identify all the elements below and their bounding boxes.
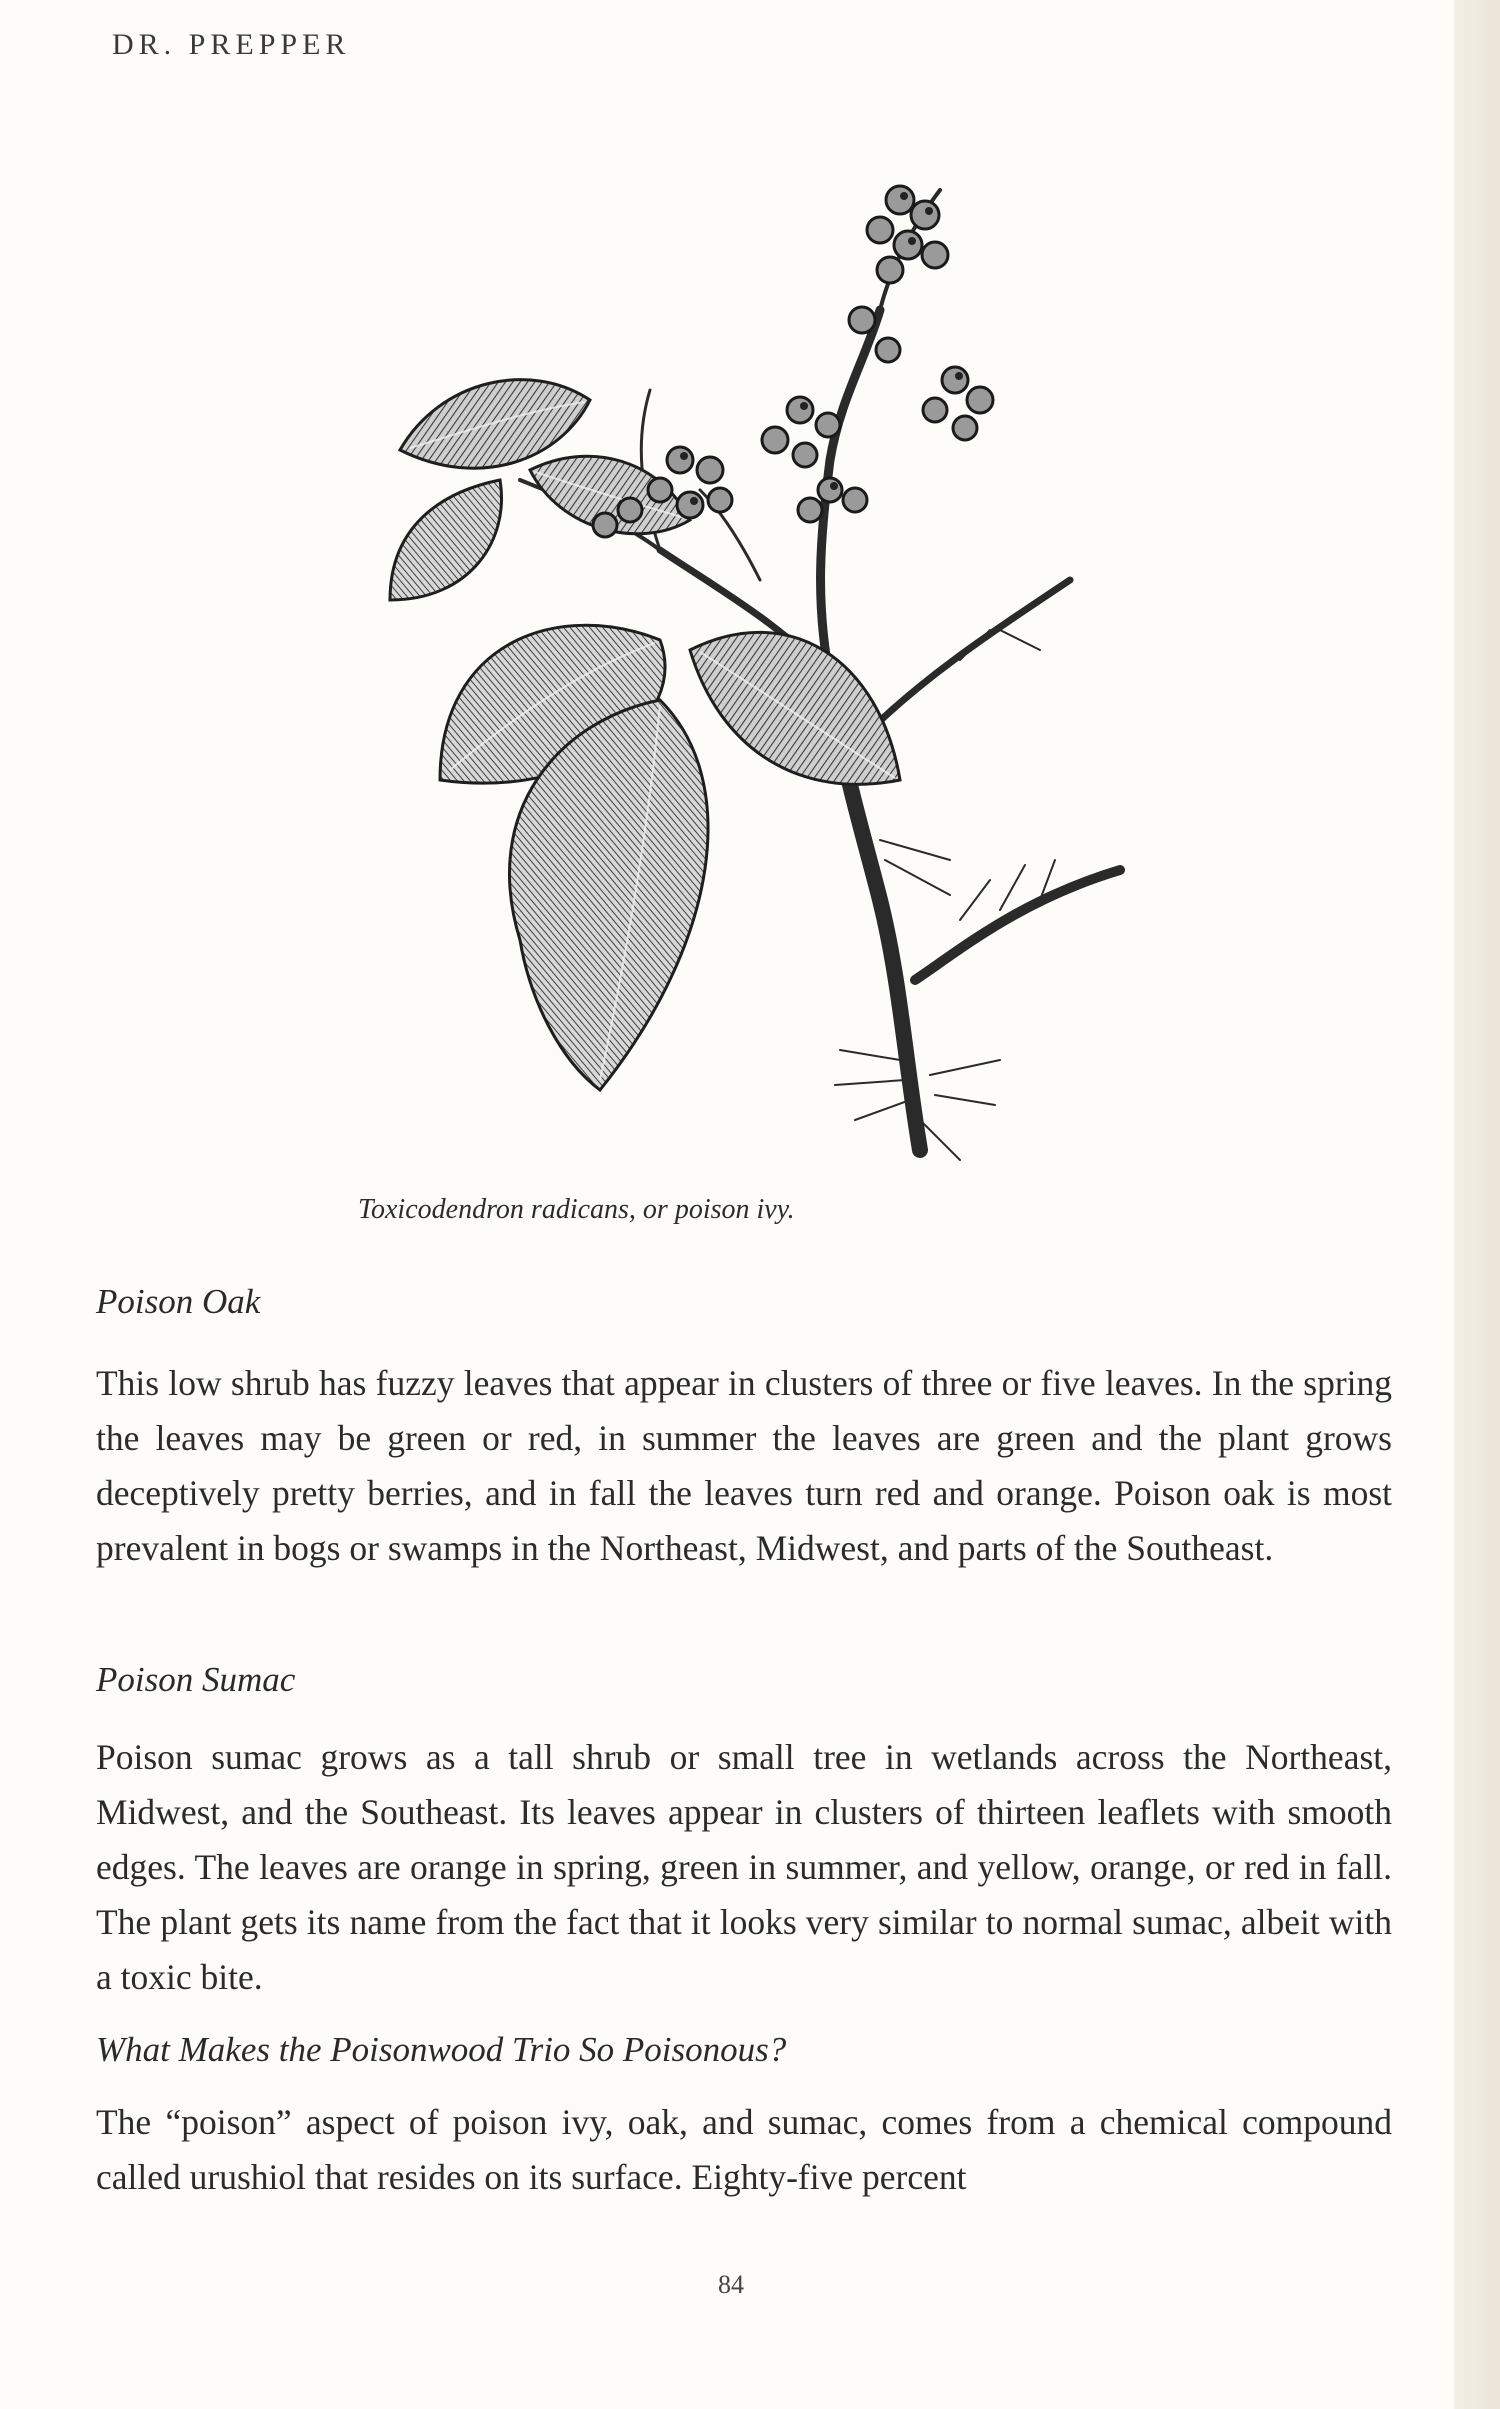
running-head: DR. PREPPER	[112, 28, 351, 61]
page-edge-shadow	[1454, 0, 1500, 2409]
section-body-poison-oak: This low shrub has fuzzy leaves that appear in clusters of three or five leaves. In the spring the leaves may be green or red, in summer the leaves are green and the plant grows deceptively pretty berries, and in fall the leaves turn red and orange. Poison oak is most prevalent in bogs or swamps in the Northeast, Midwest, and parts of the Southeast.	[96, 1363, 1392, 1568]
section-heading-poison-oak: Poison Oak	[96, 1282, 261, 1321]
section-heading-poisonwood-trio: What Makes the Poisonwood Trio So Poisonous?	[96, 2030, 787, 2069]
page-number: 84	[718, 2270, 744, 2299]
section-body-poisonwood-trio: The “poison” aspect of poison ivy, oak, and sumac, comes from a chemical compound called urushiol that resides on its surface. Eighty-five percent	[96, 2102, 1392, 2197]
poison-ivy-illustration	[360, 160, 1160, 1210]
figure-caption: Toxicodendron radicans, or poison ivy.	[358, 1194, 795, 1225]
section-body-poison-sumac: Poison sumac grows as a tall shrub or small tree in wetlands across the Northeast, Midwest, and the Southeast. Its leaves appear in clusters of thirteen leaflets with smooth edges. The leaves are orange in spring, green in summer, and yellow, orange, or red in fall. The plant gets its name from the fact that it looks very similar to normal sumac, albeit with a toxic bite.	[96, 1737, 1392, 1997]
section-heading-poison-sumac: Poison Sumac	[96, 1660, 296, 1699]
